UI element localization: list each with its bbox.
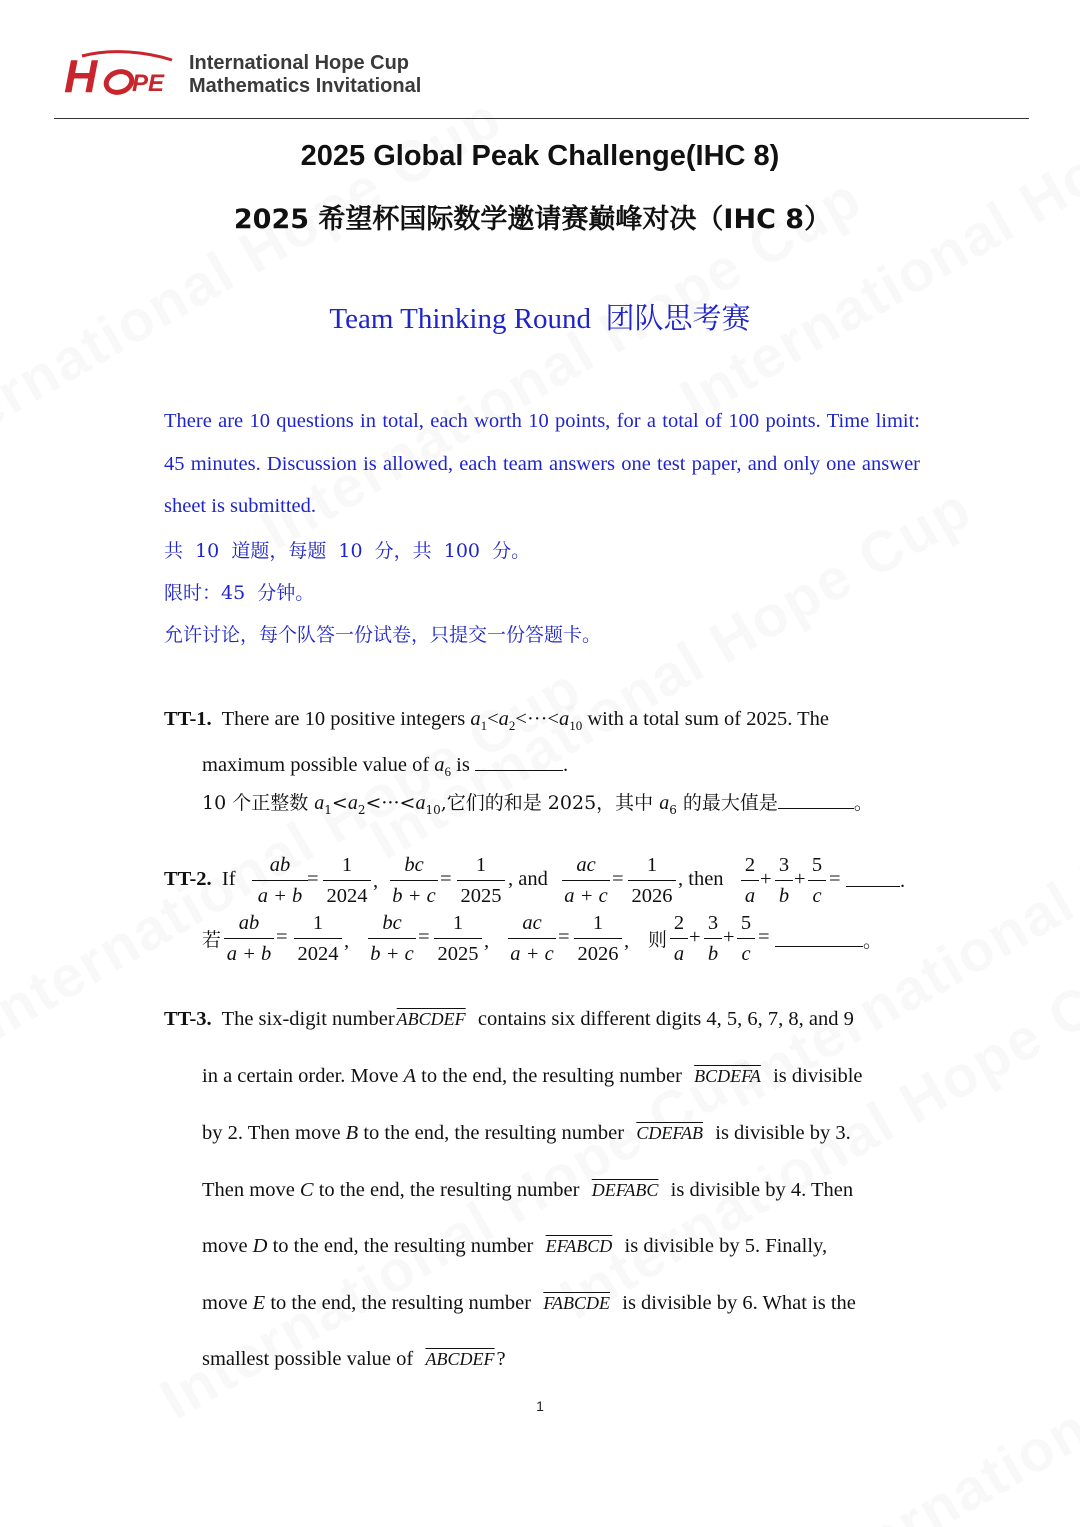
fraction: $\frac{5}{c}$ — [737, 910, 755, 967]
fraction: $\frac{ab}{a + b}$ — [224, 910, 274, 967]
fraction: $\frac{2}{a}$ — [741, 852, 759, 909]
fraction: $\frac{1}{2025}$ — [457, 852, 505, 909]
fraction: $\frac{3}{b}$ — [704, 910, 722, 967]
answer-blank[interactable] — [846, 868, 900, 887]
fraction: $\frac{bc}{b + c}$ — [390, 852, 438, 909]
question-label: TT-1. — [164, 708, 212, 730]
fraction: $\frac{1}{2026}$ — [574, 910, 622, 967]
fraction: $\frac{1}{2026}$ — [628, 852, 676, 909]
header-divider — [54, 118, 1029, 119]
watermark-text — [729, 714, 1080, 1113]
overlined-number: ABCDEF — [425, 1349, 495, 1369]
watermark-text — [149, 1034, 773, 1433]
question-text: There are 10 positive integers — [221, 708, 466, 730]
fraction: $\frac{1}{2024}$ — [294, 910, 342, 967]
question-text-cn: 的最大值是 — [682, 792, 778, 814]
question-text: with a total sum of 2025. The — [587, 708, 829, 730]
watermark-text — [789, 1214, 1080, 1527]
svg-text:H: H — [64, 50, 98, 102]
page-number: 1 — [536, 1398, 544, 1414]
fraction: $\frac{1}{2024}$ — [323, 852, 371, 909]
hope-logo — [62, 46, 184, 102]
fraction: $\frac{ac}{a + c}$ — [562, 852, 610, 909]
brand-line-1: International Hope Cup — [189, 52, 409, 74]
overlined-number: CDEFAB — [636, 1123, 703, 1143]
question-text: is — [456, 754, 470, 776]
fraction: $\frac{3}{b}$ — [775, 852, 793, 909]
overlined-number: ABCDEF — [396, 1009, 466, 1029]
overlined-number: BCDEFA — [694, 1066, 761, 1086]
answer-blank[interactable] — [475, 752, 563, 771]
title-chinese: 2025 希望杯国际数学邀请赛巅峰对决（IHC 8） — [233, 204, 832, 235]
brand-line-2: Mathematics Invitational — [189, 75, 422, 97]
question-label: TT-2. — [164, 868, 212, 890]
question-text-cn: ,它们的和是 2025，其中 — [440, 792, 654, 814]
answer-blank[interactable] — [778, 790, 854, 809]
overlined-number: EFABCD — [545, 1236, 613, 1256]
round-title: Team Thinking Round 团队思考赛 — [329, 303, 751, 335]
title-english: 2025 Global Peak Challenge(IHC 8) — [300, 140, 780, 172]
overlined-number: DEFABC — [591, 1180, 659, 1200]
fraction: $\frac{1}{2025}$ — [434, 910, 482, 967]
question-text-cn: 若 — [202, 929, 222, 951]
question-text: If — [221, 868, 236, 890]
question-text: , and — [508, 868, 548, 890]
fraction: $\frac{5}{c}$ — [808, 852, 826, 909]
overlined-number: FABCDE — [543, 1293, 610, 1313]
instructions-chinese-3: 允许讨论，每个队答一份试卷，只提交一份答题卡。 — [164, 624, 602, 646]
fraction: $\frac{ac}{a + c}$ — [508, 910, 556, 967]
question-text-cn: 则 — [648, 929, 668, 951]
answer-blank[interactable] — [775, 928, 863, 947]
instructions-english: There are 10 questions in total, each worth 10 points, for a total of 100 points. Time limit: 45 minutes. Discussion is allowed, each team answers one test paper, and only one answer sheet is submitted. — [164, 410, 920, 517]
question-text: , then — [678, 868, 724, 890]
fraction: $\frac{ab}{a + b}$ — [252, 852, 308, 909]
fraction: $\frac{2}{a}$ — [670, 910, 688, 967]
instructions-chinese-2: 限时：45 分钟。 — [164, 582, 315, 604]
fraction: $\frac{bc}{b + c}$ — [368, 910, 416, 967]
question-text-cn: 10 个正整数 — [202, 792, 309, 814]
question-text: maximum possible value of — [202, 754, 430, 776]
logo-text: PE — [132, 70, 165, 97]
brand-name — [189, 52, 421, 98]
instructions-chinese-1: 共 10 道题，每题 10 分，共 100 分。 — [164, 540, 531, 562]
question-label: TT-3. — [164, 1008, 212, 1030]
